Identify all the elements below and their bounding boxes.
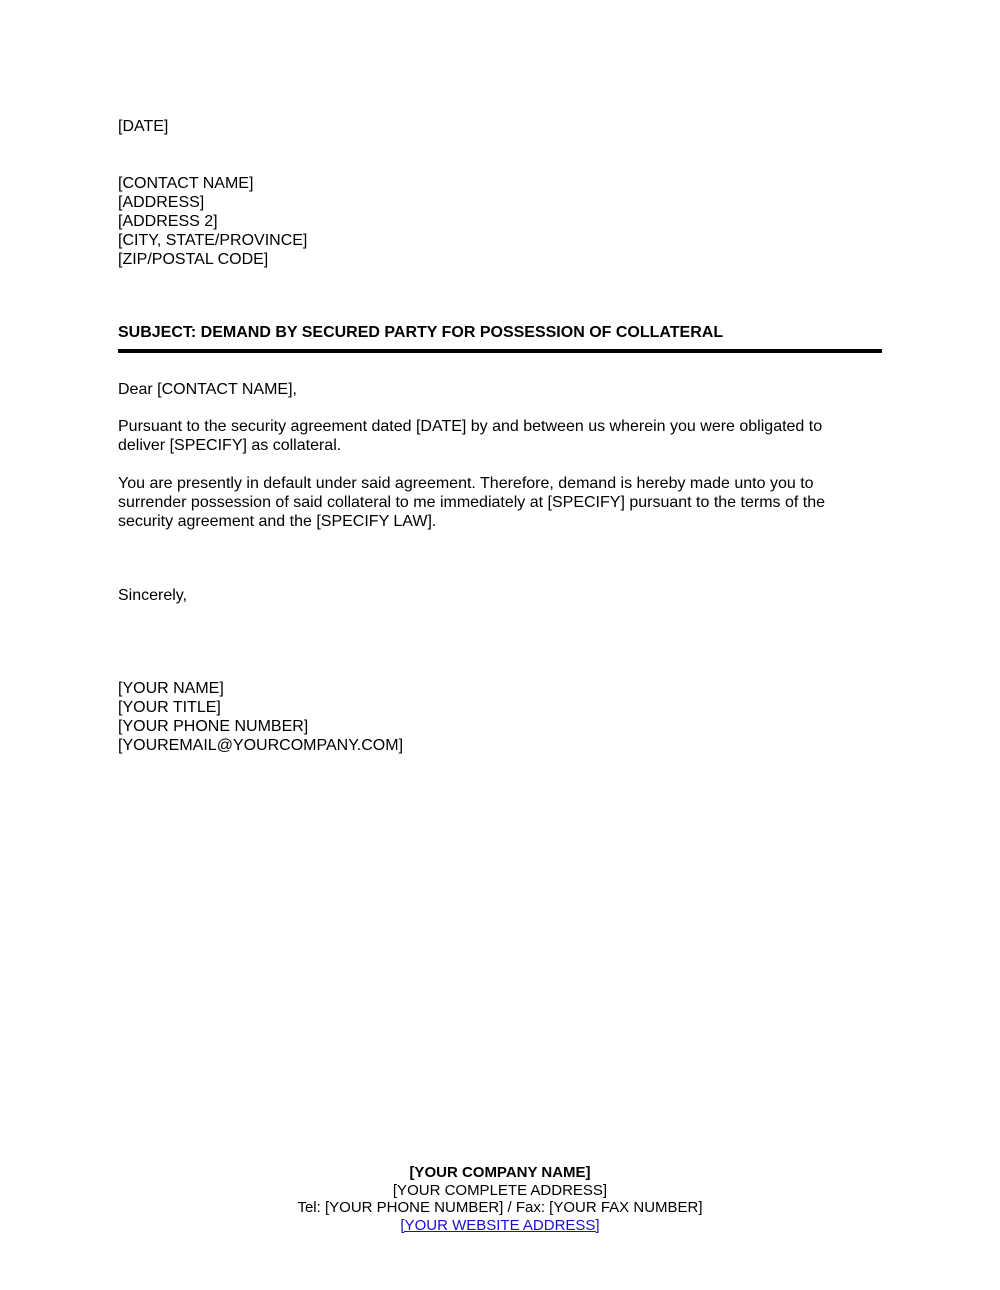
closing: Sincerely, — [118, 587, 188, 604]
body-paragraph-2 — [118, 474, 858, 531]
recipient-address: [ADDRESS] — [118, 194, 205, 211]
sender-phone: [YOUR PHONE NUMBER] — [118, 718, 309, 735]
subject-heading: SUBJECT: DEMAND BY SECURED PARTY FOR POSSESSION OF COLLATERAL — [118, 324, 724, 341]
signature-block — [118, 679, 403, 755]
body-paragraph-1 — [118, 417, 858, 455]
recipient-postal-code: [ZIP/POSTAL CODE] — [118, 251, 269, 268]
sender-email: [YOUREMAIL@YOURCOMPANY.COM] — [118, 737, 404, 754]
paragraph-line: security agreement and the [SPECIFY LAW]. — [118, 513, 437, 530]
footer-contact: Tel: [YOUR PHONE NUMBER] / Fax: [YOUR FAX NUMBER] — [297, 1199, 703, 1216]
recipient-city-state: [CITY, STATE/PROVINCE] — [118, 232, 308, 249]
footer-company-name: [YOUR COMPANY NAME] — [409, 1164, 591, 1181]
paragraph-line: surrender possession of said collateral to me immediately at [SPECIFY] pursuant to the terms of the — [118, 494, 825, 511]
sender-name: [YOUR NAME] — [118, 680, 224, 697]
salutation: Dear [CONTACT NAME], — [118, 381, 297, 398]
paragraph-line: Pursuant to the security agreement dated [DATE] by and between us wherein you were obligated to — [118, 418, 823, 435]
paragraph-line: You are presently in default under said agreement. Therefore, demand is hereby made unto you to — [118, 475, 814, 492]
date-text: [DATE] — [118, 118, 169, 135]
recipient-address-block — [118, 174, 307, 269]
recipient-contact-name: [CONTACT NAME] — [118, 175, 254, 192]
recipient-address-2: [ADDRESS 2] — [118, 213, 218, 230]
letter-date — [118, 117, 168, 136]
sender-title: [YOUR TITLE] — [118, 699, 221, 716]
footer-website-link[interactable]: [YOUR WEBSITE ADDRESS] — [400, 1216, 600, 1234]
footer-address: [YOUR COMPLETE ADDRESS] — [392, 1181, 608, 1199]
letterhead-footer — [0, 1164, 1000, 1234]
subject-divider — [118, 349, 882, 353]
paragraph-line: deliver [SPECIFY] as collateral. — [118, 437, 342, 454]
